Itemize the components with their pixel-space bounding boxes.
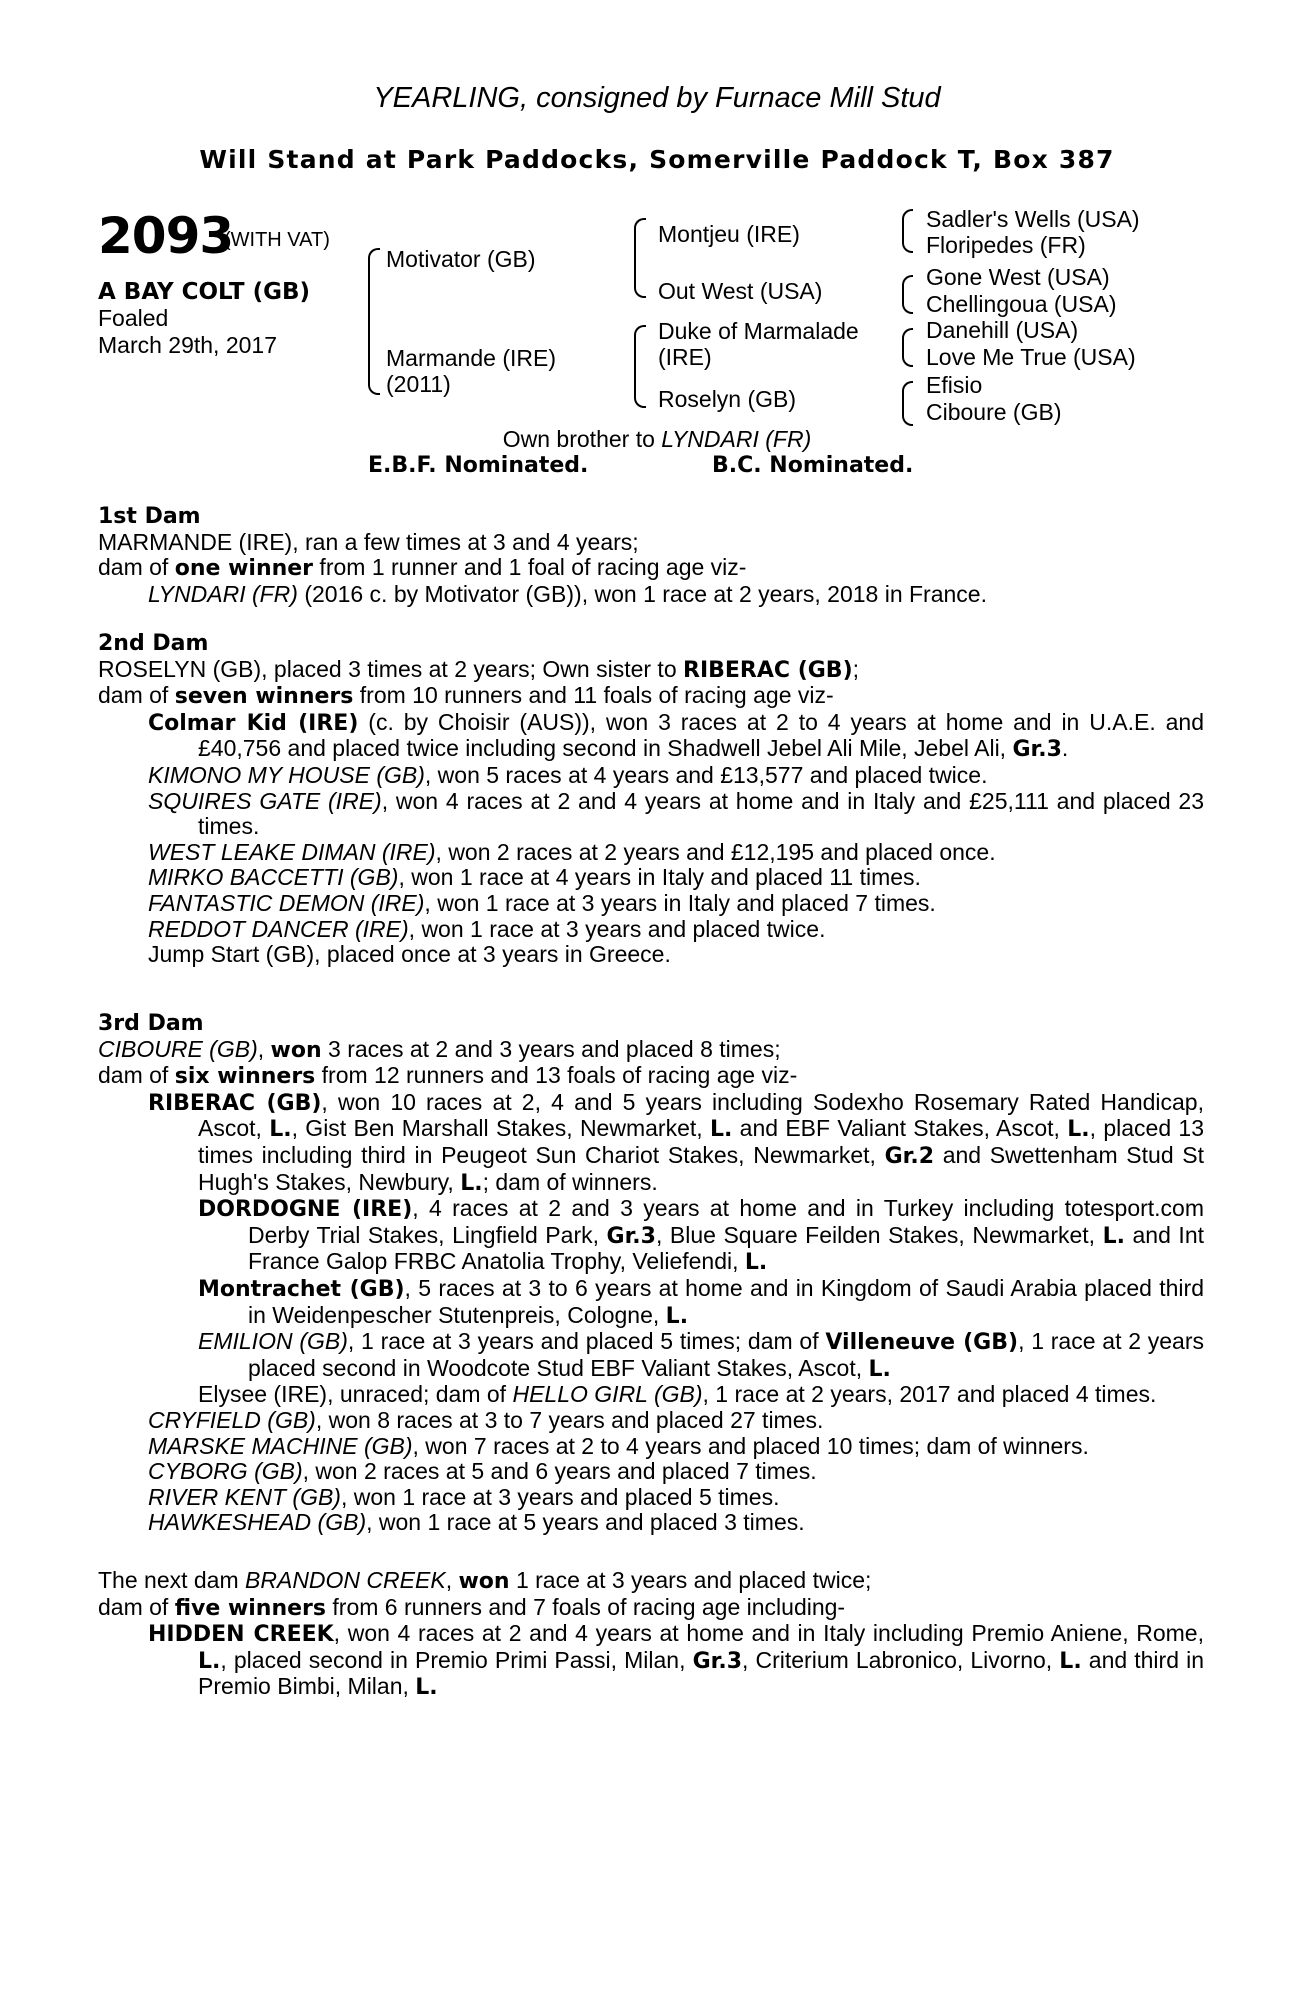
progeny-hawkeshead: HAWKESHEAD (GB), won 1 race at 5 years and placed 3 times. — [148, 1509, 805, 1536]
first-dam-line2: dam of one winner from 1 runner and 1 foal of racing age viz- — [98, 554, 747, 582]
foaled-date: March 29th, 2017 — [98, 332, 278, 358]
third-dam-section — [98, 1011, 1204, 1536]
pedigree-brace-dam — [634, 325, 646, 408]
pedigree-sire-sire: Montjeu (IRE) — [658, 221, 800, 247]
pedigree-brace-ss — [902, 209, 913, 253]
progeny-colmar-kid: Colmar Kid (IRE) (c. by Choisir (AUS)), won 3 races at 2 to 4 years at home and in U.A.E. and £40,756 and placed twice including second in Shadwell Jebel Ali Mile, Jebel Ali, Gr.3. — [148, 708, 1204, 763]
second-dam-section — [98, 631, 1204, 968]
second-dam-line1: ROSELYN (GB), placed 3 times at 2 years; Own sister to RIBERAC (GB); — [98, 655, 860, 683]
pedigree-sdd: Chellingoua (USA) — [926, 291, 1117, 317]
pedigree-dam-sire-line1: Duke of Marmalade — [658, 318, 859, 344]
second-dam-line2: dam of seven winners from 10 runners and 11 foals of racing age viz- — [98, 682, 834, 710]
pedigree-dam-dam: Roselyn (GB) — [658, 386, 797, 412]
next-dam-line1: The next dam BRANDON CREEK, won 1 race at 3 years and placed twice; — [98, 1567, 872, 1594]
pedigree-brace-sd — [902, 275, 913, 314]
horse-description: A BAY COLT (GB) — [98, 279, 311, 305]
ebf-nominated: E.B.F. Nominated. — [368, 453, 589, 478]
progeny-squires-gate: SQUIRES GATE (IRE), won 4 races at 2 and 4 years at home and in Italy and £25,111 and placed 23 times. — [148, 787, 1204, 840]
own-brother-note — [0, 426, 1314, 453]
pedigree-brace-main — [368, 248, 380, 395]
own-brother-name: LYNDARI (FR) — [661, 426, 812, 452]
pedigree-brace-ds — [902, 328, 913, 367]
first-dam-heading: 1st Dam — [98, 504, 201, 529]
pedigree-dsd: Love Me True (USA) — [926, 344, 1136, 370]
lot-number: 2093 — [98, 207, 234, 265]
pedigree-dam-sire-line2: (IRE) — [658, 344, 712, 370]
pedigree-dss: Danehill (USA) — [926, 317, 1079, 343]
bc-nominated: B.C. Nominated. — [712, 453, 914, 478]
pedigree-sire: Motivator (GB) — [386, 246, 536, 272]
progeny-montrachet: Montrachet (GB), 5 races at 3 to 6 years at home and in Kingdom of Saudi Arabia placed third in Weidenpescher Stutenpreis, Cologne, L. — [198, 1274, 1204, 1329]
own-brother-prefix: Own brother to — [502, 426, 662, 452]
progeny-elysee: Elysee (IRE), unraced; dam of HELLO GIRL (GB), 1 race at 2 years, 2017 and placed 4 times. — [198, 1381, 1157, 1408]
progeny-reddot: REDDOT DANCER (IRE), won 1 race at 3 years and placed twice. — [148, 915, 826, 942]
progeny-kimono: KIMONO MY HOUSE (GB), won 5 races at 4 years and £13,577 and placed twice. — [148, 761, 988, 788]
progeny-riberac: RIBERAC (GB), won 10 races at 2, 4 and 5 years including Sodexho Rosemary Rated Handicap, Ascot, L., Gist Ben Marshall Stakes, Newmarket, L. and EBF Valiant Stakes, Ascot, L., placed 13 times including third in Peugeot Sun Chariot Stakes, Newmarket, Gr.2 and Swettenham Stud St Hugh's Stakes, Newbury, L.; dam of winners. — [148, 1088, 1205, 1196]
progeny-cryfield: CRYFIELD (GB), won 8 races at 3 to 7 years and placed 27 times. — [148, 1406, 824, 1433]
pedigree-ssd: Floripedes (FR) — [926, 232, 1086, 258]
stand-location: Will Stand at Park Paddocks, Somerville Paddock T, Box 387 — [199, 145, 1115, 174]
third-dam-heading: 3rd Dam — [98, 1011, 204, 1036]
pedigree-ddd: Ciboure (GB) — [926, 399, 1062, 425]
pedigree-sss: Sadler's Wells (USA) — [926, 206, 1140, 232]
progeny-dordogne: DORDOGNE (IRE), 4 races at 2 and 3 years at home and in Turkey including totesport.com Derby Trial Stakes, Lingfield Park, Gr.3, Blue Square Feilden Stakes, Newmarket, L. and Int France Galop FRBC Anatolia Trophy, Veliefendi, L. — [198, 1195, 1204, 1276]
progeny-west-leake: WEST LEAKE DIMAN (IRE), won 2 races at 2 years and £12,195 and placed once. — [148, 838, 996, 865]
progeny-river-kent: RIVER KENT (GB), won 1 race at 3 years and placed 5 times. — [148, 1483, 780, 1510]
first-dam-line1: MARMANDE (IRE), ran a few times at 3 and 4 years; — [98, 528, 639, 555]
first-dam-section — [98, 504, 1204, 607]
progeny-hidden-creek: HIDDEN CREEK, won 4 races at 2 and 4 years at home and in Italy including Premio Aniene, Rome, L., placed second in Premio Primi Passi, Milan, Gr.3, Criterium Labronico, Livorno, L. and third in Premio Bimbi, Milan, L. — [148, 1620, 1204, 1701]
second-dam-heading: 2nd Dam — [98, 631, 209, 656]
first-dam-progeny: LYNDARI (FR) (2016 c. by Motivator (GB)), won 1 race at 2 years, 2018 in France. — [148, 580, 987, 607]
pedigree-sds: Gone West (USA) — [926, 264, 1110, 290]
pedigree-sire-dam: Out West (USA) — [658, 278, 823, 304]
vat-note: (WITH VAT) — [224, 229, 330, 251]
next-dam-section — [98, 1568, 1204, 1701]
progeny-jump-start: Jump Start (GB), placed once at 3 years in Greece. — [148, 941, 671, 968]
third-dam-line1: CIBOURE (GB), won 3 races at 2 and 3 years and placed 8 times; — [98, 1035, 781, 1063]
pedigree-dds: Efisio — [926, 372, 983, 398]
foaled-label: Foaled — [98, 305, 169, 331]
pedigree-brace-dd — [902, 381, 913, 426]
pedigree-brace-sire — [634, 218, 646, 298]
third-dam-line2: dam of six winners from 12 runners and 13 foals of racing age viz- — [98, 1062, 798, 1090]
next-dam-line2: dam of five winners from 6 runners and 7 foals of racing age including- — [98, 1593, 846, 1621]
pedigree-dam-year: (2011) — [386, 371, 451, 397]
progeny-marske: MARSKE MACHINE (GB), won 7 races at 2 to 4 years and placed 10 times; dam of winners. — [148, 1432, 1089, 1459]
page-title: YEARLING, consigned by Furnace Mill Stud — [373, 82, 941, 114]
pedigree-dam-sire — [658, 318, 859, 370]
foaled-info — [98, 305, 277, 359]
progeny-mirko: MIRKO BACCETTI (GB), won 1 race at 4 years in Italy and placed 11 times. — [148, 864, 921, 891]
pedigree-dam: Marmande (IRE) — [386, 345, 556, 371]
progeny-fantastic-demon: FANTASTIC DEMON (IRE), won 1 race at 3 years in Italy and placed 7 times. — [148, 889, 936, 916]
progeny-emilion: EMILION (GB), 1 race at 3 years and placed 5 times; dam of Villeneuve (GB), 1 race at 2 years placed second in Woodcote Stud EBF Valiant Stakes, Ascot, L. — [198, 1328, 1205, 1382]
progeny-cyborg: CYBORG (GB), won 2 races at 5 and 6 years and placed 7 times. — [148, 1458, 817, 1485]
